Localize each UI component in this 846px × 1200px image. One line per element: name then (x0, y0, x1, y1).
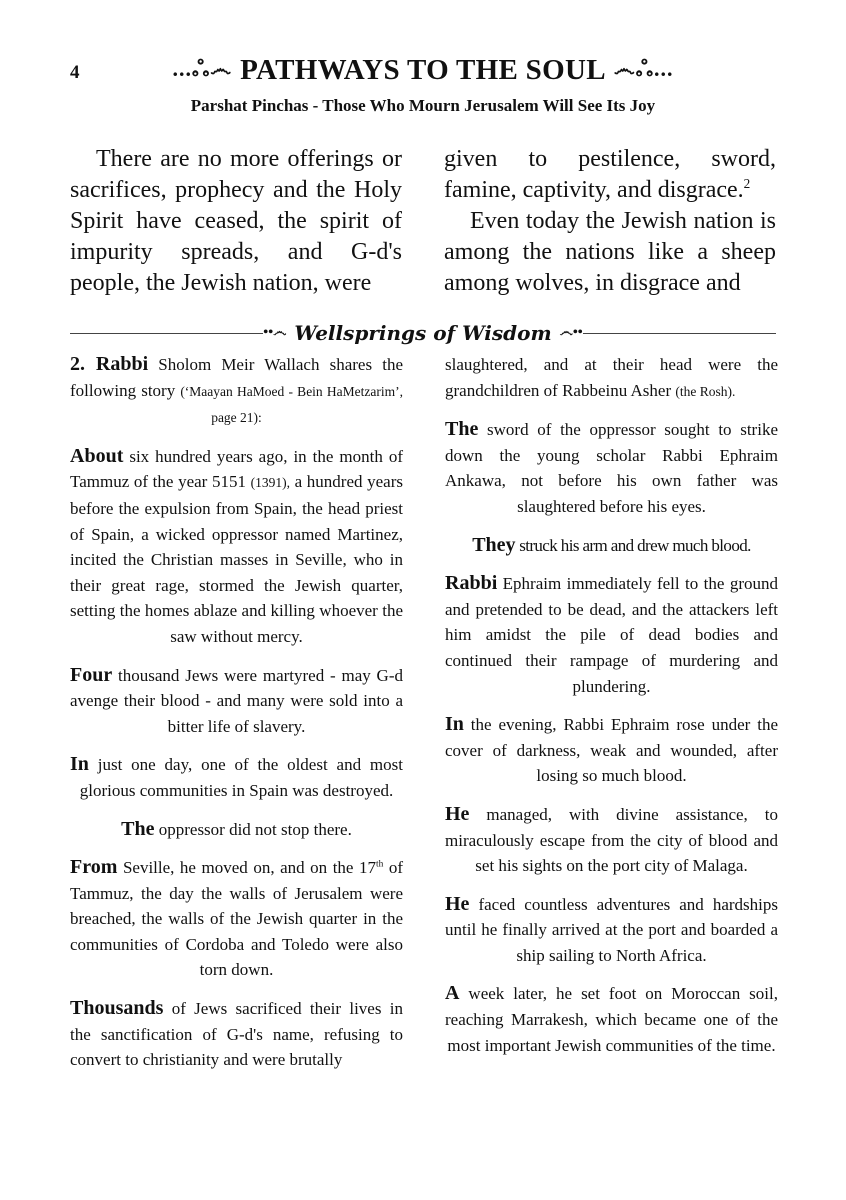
page-number: 4 (70, 62, 80, 83)
story-paragraph (70, 817, 403, 843)
intro-column-right (444, 144, 776, 304)
paragraph-lead: The (121, 817, 155, 840)
paragraph-text: just one day, one of the oldest and most glorious communities in Spain was destroyed. (79, 755, 403, 800)
paragraph-lead: A (445, 982, 460, 1005)
year-note: (1391), (250, 475, 290, 491)
ordinal-suffix: th (376, 859, 384, 870)
page-title: PATHWAYS TO THE SOUL (240, 53, 606, 86)
paragraph-text: faced countless adventures and hardships until he finally arrived at the port and boarded a ship sailing to North Africa. (445, 894, 778, 965)
paragraph-text: oppressor did not stop there. (154, 819, 352, 839)
paragraph-text: a hundred years before the expulsion from Spain, the head priest of Spain, a wicked oppressor named Martinez, incited the Christian masses in Seville, who in their great rage, stormed the Jewish quarter, setting the homes ablaze and killing whoever the saw without mercy. (70, 472, 403, 646)
paragraph-lead: In (70, 753, 89, 776)
paragraph-text: slaughtered, and at their head were the grandchildren of Rabbeinu Asher (445, 355, 778, 400)
paragraph-lead: In (445, 713, 464, 736)
page-header (130, 50, 716, 90)
paragraph-text: the evening, Rabbi Ephraim rose under the cover of darkness, weak and wounded, after losing so much blood. (445, 715, 778, 786)
story-paragraph (445, 712, 778, 789)
paragraph-text: sword of the oppressor sought to strike down the young scholar Rabbi Ephraim Ankawa, not before his own father was slaughtered before his eyes. (445, 420, 778, 516)
paragraph-lead: They (472, 533, 516, 556)
paragraph-text: Sholom Meir Wallach shares the following story (70, 355, 403, 400)
paragraph-text: managed, with divine assistance, to miraculously escape from the city of blood and set his sights on the port city of Malaga. (445, 804, 778, 876)
paragraph-lead: He (445, 892, 470, 915)
paragraph-text: of Jews sacrificed their lives in the sanctification of G-d's name, refusing to convert to christianity and were brutally (70, 999, 403, 1070)
ornament-left-icon: ...ஃ෴ (172, 55, 233, 81)
paragraph-lead: About (70, 444, 124, 467)
paragraph-text: of Tammuz, the day the walls of Jerusalem were breached, the walls of the Jewish quarter in the communities of Cordoba and Toledo were also torn down. (70, 858, 403, 980)
paragraph-text: thousand Jews were martyred - may G-d avenge their blood - and many were sold into a bitter life of slavery. (70, 665, 403, 736)
paragraph-lead: He (445, 802, 470, 825)
paragraph-lead: Thousands (70, 997, 164, 1020)
paragraph-lead: From (70, 856, 118, 879)
paragraph-lead: The (445, 418, 479, 441)
story-paragraph (70, 855, 403, 983)
divider-ornament-icon: ••෴ (263, 325, 287, 340)
intro-column-left (70, 144, 402, 304)
story-paragraph (445, 352, 778, 404)
name-note: (the Rosh). (675, 383, 736, 399)
story-paragraph (445, 571, 778, 699)
section-heading: Wellsprings of Wisdom (294, 321, 552, 345)
story-paragraph (70, 752, 403, 803)
story-paragraph (445, 802, 778, 879)
page-subtitle: Parshat Pinchas - Those Who Mourn Jerusalem Will See Its Joy (190, 96, 656, 115)
divider-ornament-icon: ෴•• (559, 325, 583, 340)
intro-paragraph (444, 144, 776, 206)
story-paragraph (445, 533, 778, 559)
ornament-right-icon: ෴ஃ... (613, 55, 674, 81)
divider-line (70, 333, 263, 334)
story-column-right (445, 352, 778, 1071)
footnote-marker: 2 (743, 176, 751, 191)
story-paragraph (70, 444, 403, 650)
paragraph-text: week later, he set foot on Moroccan soil, reaching Marrakesh, which became one of the most important Jewish communities of the time. (445, 984, 778, 1055)
story-column-left (70, 352, 403, 1086)
story-paragraph (70, 996, 403, 1073)
intro-paragraph: Even today the Jewish nation is among the nations like a sheep among wolves, in disgrace and (444, 208, 776, 296)
intro-text: given to pestilence, sword, famine, captivity, and disgrace. (444, 146, 776, 203)
paragraph-text: Ephraim immediately fell to the ground and pretended to be dead, and the attackers left him amidst the pile of dead bodies and continued their rampage of murdering and plundering. (445, 574, 778, 696)
story-paragraph (445, 417, 778, 519)
source-citation: (‘Maayan HaMoed - Bein HaMetzarim’, page 21): (180, 383, 403, 426)
paragraph-lead: 2. Rabbi (70, 353, 149, 375)
section-divider (70, 320, 776, 346)
intro-section (70, 144, 776, 304)
paragraph-lead: Four (70, 663, 113, 686)
paragraph-text: six hundred years ago, in the month of Tammuz of the year 5151 (70, 446, 403, 492)
intro-paragraph: There are no more offerings or sacrifices, prophecy and the Holy Spirit have ceased, the spirit of impurity spreads, and G-d's people, the Jewish nation, were (70, 146, 402, 296)
paragraph-text: Seville, he moved on, and on the 17 (117, 858, 377, 878)
paragraph-text: struck his arm and drew much blood. (515, 535, 751, 555)
story-paragraph (445, 981, 778, 1058)
divider-line (583, 333, 776, 334)
story-paragraph (70, 352, 403, 431)
paragraph-lead: Rabbi (445, 572, 498, 595)
story-paragraph (70, 663, 403, 740)
story-paragraph (445, 892, 778, 969)
